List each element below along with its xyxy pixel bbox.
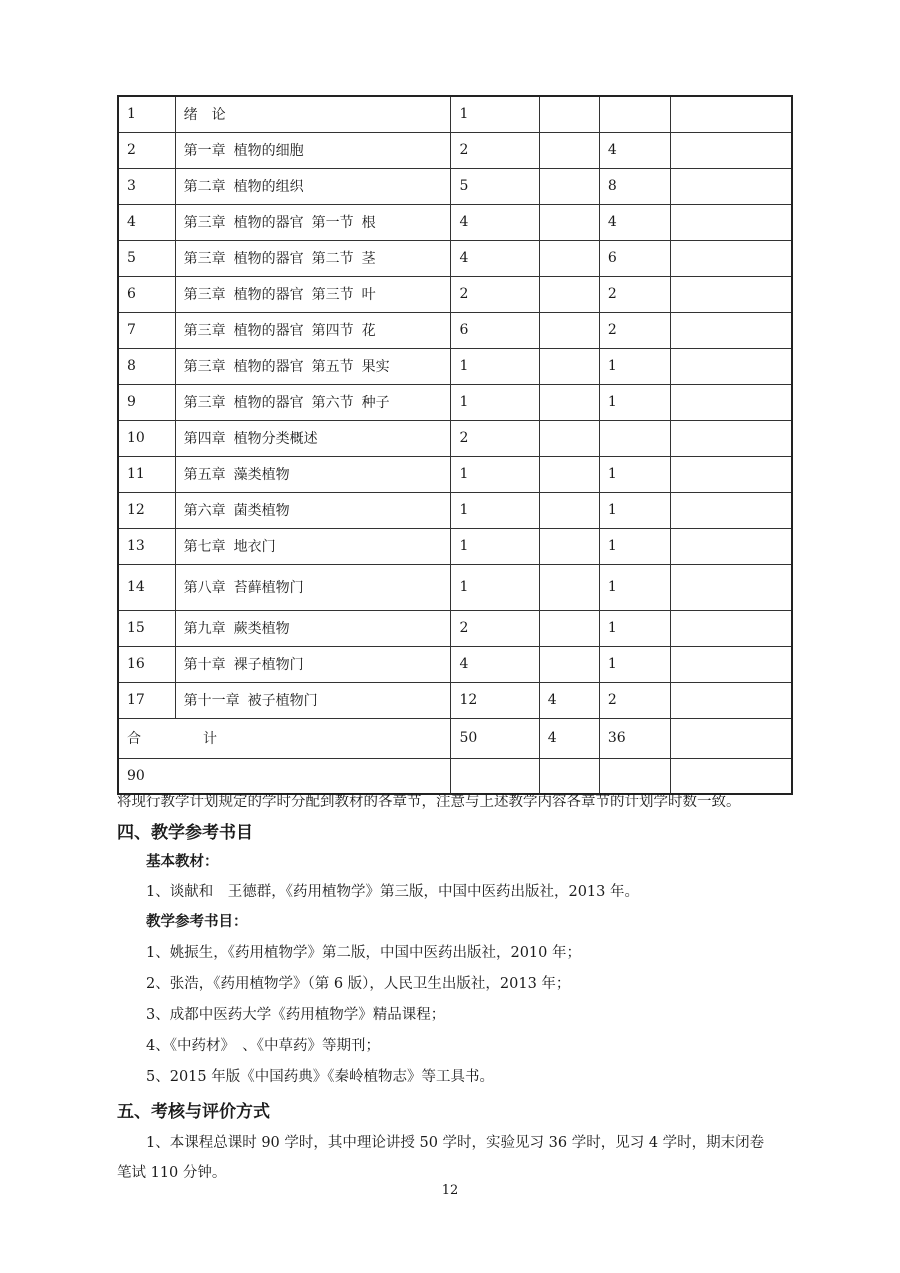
hours-cell-a: 4 <box>451 240 539 276</box>
grand-total-cell-a <box>451 758 539 794</box>
row-number: 10 <box>118 420 175 456</box>
chapter-title-part: 第二节 <box>311 251 354 267</box>
chapter-title <box>175 312 451 348</box>
hours-cell-c: 1 <box>599 348 670 384</box>
hours-cell-b <box>539 420 599 456</box>
hours-cell-c: 2 <box>599 312 670 348</box>
total-cell-c: 36 <box>599 718 670 758</box>
hours-cell-d <box>671 492 792 528</box>
hours-cell-a: 1 <box>451 528 539 564</box>
chapter-title-part: 种子 <box>361 395 390 411</box>
hours-cell-b <box>539 646 599 682</box>
hours-cell-a: 2 <box>451 610 539 646</box>
chapter-title-part: 根 <box>361 215 376 231</box>
hours-cell-b <box>539 132 599 168</box>
table-row <box>118 312 792 348</box>
table-row <box>118 96 792 132</box>
hours-cell-c: 1 <box>599 564 670 610</box>
chapter-title-part: 第四节 <box>311 323 354 339</box>
chapter-title-part: 茎 <box>361 251 376 267</box>
hours-cell-b <box>539 96 599 132</box>
row-number: 9 <box>118 384 175 420</box>
hours-cell-a: 4 <box>451 204 539 240</box>
row-number: 7 <box>118 312 175 348</box>
hours-cell-d <box>671 348 792 384</box>
hours-cell-c: 1 <box>599 492 670 528</box>
table-note: 将现行教学计划规定的学时分配到教材的各章节，注意与上述教学内容各章节的计划学时数一致。 <box>117 794 741 810</box>
hours-cell-a: 1 <box>451 96 539 132</box>
total-row <box>118 718 792 758</box>
hours-cell-d <box>671 96 792 132</box>
hours-cell-d <box>671 276 792 312</box>
chapter-title <box>175 384 451 420</box>
chapter-title-part: 第三章 <box>183 323 226 339</box>
table-row <box>118 204 792 240</box>
chapter-title-part: 裸子植物门 <box>233 657 304 673</box>
row-number: 15 <box>118 610 175 646</box>
total-cell-a: 50 <box>451 718 539 758</box>
chapter-title <box>175 276 451 312</box>
hours-cell-b <box>539 610 599 646</box>
hours-cell-d <box>671 312 792 348</box>
reference-item-2: 2、张浩，《药用植物学》（第 6 版），人民卫生出版社，2013 年； <box>146 976 571 992</box>
hours-cell-b <box>539 168 599 204</box>
row-number: 6 <box>118 276 175 312</box>
row-number: 3 <box>118 168 175 204</box>
table-row <box>118 132 792 168</box>
assessment-paragraph-line2: 笔试 110 分钟。 <box>117 1165 227 1181</box>
hours-cell-d <box>671 240 792 276</box>
total-label <box>118 718 451 758</box>
hours-cell-d <box>671 610 792 646</box>
hours-cell-c: 8 <box>599 168 670 204</box>
row-number: 1 <box>118 96 175 132</box>
chapter-title-part: 被子植物门 <box>247 693 318 709</box>
table-row <box>118 348 792 384</box>
hours-cell-c: 2 <box>599 682 670 718</box>
chapter-title-part: 叶 <box>361 287 376 303</box>
hours-cell-a: 2 <box>451 420 539 456</box>
hours-cell-b <box>539 528 599 564</box>
hours-cell-a: 1 <box>451 456 539 492</box>
chapter-title-part: 第三章 <box>183 359 226 375</box>
chapter-title-part: 第八章 <box>183 580 226 596</box>
hours-cell-b <box>539 384 599 420</box>
chapter-title-part: 第三章 <box>183 215 226 231</box>
hours-cell-b <box>539 204 599 240</box>
hours-cell-d <box>671 204 792 240</box>
hours-cell-d <box>671 132 792 168</box>
chapter-title-part: 绪 论 <box>183 107 226 124</box>
row-number: 14 <box>118 564 175 610</box>
table-row <box>118 420 792 456</box>
row-number: 12 <box>118 492 175 528</box>
hours-cell-b <box>539 240 599 276</box>
grand-total-cell-c <box>599 758 670 794</box>
chapter-title <box>175 528 451 564</box>
row-number: 16 <box>118 646 175 682</box>
table-body <box>118 96 792 794</box>
hours-cell-a: 1 <box>451 492 539 528</box>
hours-cell-d <box>671 646 792 682</box>
hours-cell-b <box>539 312 599 348</box>
chapter-title-part: 第一节 <box>311 215 354 231</box>
row-number: 13 <box>118 528 175 564</box>
hours-cell-b <box>539 348 599 384</box>
row-number: 8 <box>118 348 175 384</box>
hours-cell-b <box>539 492 599 528</box>
assessment-paragraph-line1: 1、本课程总课时 90 学时，其中理论讲授 50 学时，实验见习 36 学时，见习 4 学时，期末闭卷 <box>146 1135 765 1151</box>
hours-cell-b <box>539 276 599 312</box>
chapter-title-part: 第三章 <box>183 395 226 411</box>
hours-cell-d <box>671 168 792 204</box>
hours-cell-c: 6 <box>599 240 670 276</box>
chapter-title-part: 第十章 <box>183 657 226 673</box>
reference-books-label: 教学参考书目： <box>146 913 248 930</box>
table-row <box>118 646 792 682</box>
total-label-left: 合 <box>127 731 141 747</box>
chapter-title-part: 第三章 <box>183 251 226 267</box>
table-row <box>118 610 792 646</box>
chapter-title-part: 第四章 <box>183 431 226 447</box>
grand-total-value: 90 <box>118 758 451 794</box>
chapter-title <box>175 348 451 384</box>
chapter-title <box>175 96 451 132</box>
table-row <box>118 564 792 610</box>
hours-cell-a: 2 <box>451 276 539 312</box>
chapter-title <box>175 646 451 682</box>
chapter-title-part: 第九章 <box>183 621 226 637</box>
total-label-right: 计 <box>203 731 217 747</box>
chapter-title <box>175 168 451 204</box>
table-row <box>118 682 792 718</box>
row-number: 2 <box>118 132 175 168</box>
chapter-title-part: 花 <box>361 323 376 339</box>
chapter-title-part: 第三节 <box>311 287 354 303</box>
chapter-title-part: 植物的细胞 <box>233 143 304 159</box>
chapter-title-part: 第六节 <box>311 395 354 411</box>
chapter-title-part: 第五节 <box>311 359 354 375</box>
row-number: 5 <box>118 240 175 276</box>
chapter-title-part: 第七章 <box>183 539 226 555</box>
hours-cell-d <box>671 682 792 718</box>
hours-cell-c: 1 <box>599 528 670 564</box>
grand-total-cell-b <box>539 758 599 794</box>
chapter-title-part: 植物的器官 <box>233 215 304 231</box>
reference-item-3: 3、成都中医药大学《药用植物学》精品课程； <box>146 1007 446 1023</box>
chapter-title <box>175 492 451 528</box>
hours-cell-c: 1 <box>599 456 670 492</box>
table-row <box>118 384 792 420</box>
chapter-title-part: 第三章 <box>183 287 226 303</box>
hours-cell-a: 6 <box>451 312 539 348</box>
chapter-title <box>175 132 451 168</box>
reference-item-1: 1、姚振生，《药用植物学》第二版，中国中医药出版社，2010 年； <box>146 945 581 961</box>
chapter-title-part: 植物的器官 <box>233 359 304 375</box>
chapter-title <box>175 240 451 276</box>
hours-cell-c <box>599 96 670 132</box>
chapter-title-part: 蕨类植物 <box>233 621 290 637</box>
hours-cell-a: 4 <box>451 646 539 682</box>
total-cell-d <box>671 718 792 758</box>
hours-cell-c: 1 <box>599 610 670 646</box>
grand-total-row <box>118 758 792 794</box>
chapter-title-part: 地衣门 <box>233 539 276 555</box>
chapter-title-part: 第一章 <box>183 143 226 159</box>
table-row <box>118 528 792 564</box>
total-cell-b: 4 <box>539 718 599 758</box>
hours-cell-b: 4 <box>539 682 599 718</box>
hours-cell-c: 4 <box>599 204 670 240</box>
chapter-title-part: 菌类植物 <box>233 503 290 519</box>
chapter-title-part: 植物分类概述 <box>233 431 318 447</box>
hours-cell-c: 1 <box>599 646 670 682</box>
hours-cell-a: 12 <box>451 682 539 718</box>
hours-cell-a: 1 <box>451 384 539 420</box>
reference-item-5: 5、2015 年版《中国药典》《秦岭植物志》等工具书。 <box>146 1069 494 1085</box>
section5-heading: 五、考核与评价方式 <box>117 1102 270 1122</box>
hours-cell-c <box>599 420 670 456</box>
section4-heading: 四、教学参考书目 <box>117 823 253 843</box>
hours-cell-c: 2 <box>599 276 670 312</box>
hours-cell-d <box>671 456 792 492</box>
table-row <box>118 492 792 528</box>
row-number: 17 <box>118 682 175 718</box>
hours-cell-c: 1 <box>599 384 670 420</box>
reference-item-4: 4、《中药材》 、《中草药》等期刊； <box>146 1038 380 1054</box>
hours-cell-a: 1 <box>451 348 539 384</box>
chapter-title-part: 苔藓植物门 <box>233 580 304 596</box>
row-number: 11 <box>118 456 175 492</box>
chapter-title-part: 第十一章 <box>183 693 240 709</box>
chapter-title-part: 植物的器官 <box>233 251 304 267</box>
chapter-title <box>175 564 451 610</box>
hours-cell-a: 2 <box>451 132 539 168</box>
chapter-title <box>175 456 451 492</box>
chapter-title-part: 第五章 <box>183 467 226 483</box>
chapter-title <box>175 204 451 240</box>
chapter-title <box>175 420 451 456</box>
hours-cell-c: 4 <box>599 132 670 168</box>
hours-cell-d <box>671 528 792 564</box>
chapter-title-part: 植物的器官 <box>233 395 304 411</box>
chapter-title-part: 藻类植物 <box>233 467 290 483</box>
table-row <box>118 456 792 492</box>
hours-cell-a: 5 <box>451 168 539 204</box>
basic-textbook-item: 1、谈献和 王德群，《药用植物学》第三版，中国中医药出版社，2013 年。 <box>146 884 639 900</box>
chapter-title-part: 第六章 <box>183 503 226 519</box>
hours-cell-b <box>539 564 599 610</box>
schedule-table <box>117 95 793 795</box>
chapter-title-part: 植物的器官 <box>233 323 304 339</box>
row-number: 4 <box>118 204 175 240</box>
hours-cell-d <box>671 420 792 456</box>
grand-total-cell-d <box>671 758 792 794</box>
hours-cell-b <box>539 456 599 492</box>
chapter-title-part: 果实 <box>361 359 390 375</box>
chapter-title <box>175 610 451 646</box>
hours-cell-a: 1 <box>451 564 539 610</box>
table-row <box>118 240 792 276</box>
page-number: 12 <box>441 1183 459 1198</box>
chapter-title-part: 植物的器官 <box>233 287 304 303</box>
basic-textbook-label: 基本教材： <box>146 853 219 870</box>
chapter-title-part: 植物的组织 <box>233 179 304 195</box>
chapter-title-part: 第二章 <box>183 179 226 195</box>
table-row <box>118 168 792 204</box>
hours-cell-d <box>671 564 792 610</box>
table-row <box>118 276 792 312</box>
chapter-title <box>175 682 451 718</box>
hours-cell-d <box>671 384 792 420</box>
